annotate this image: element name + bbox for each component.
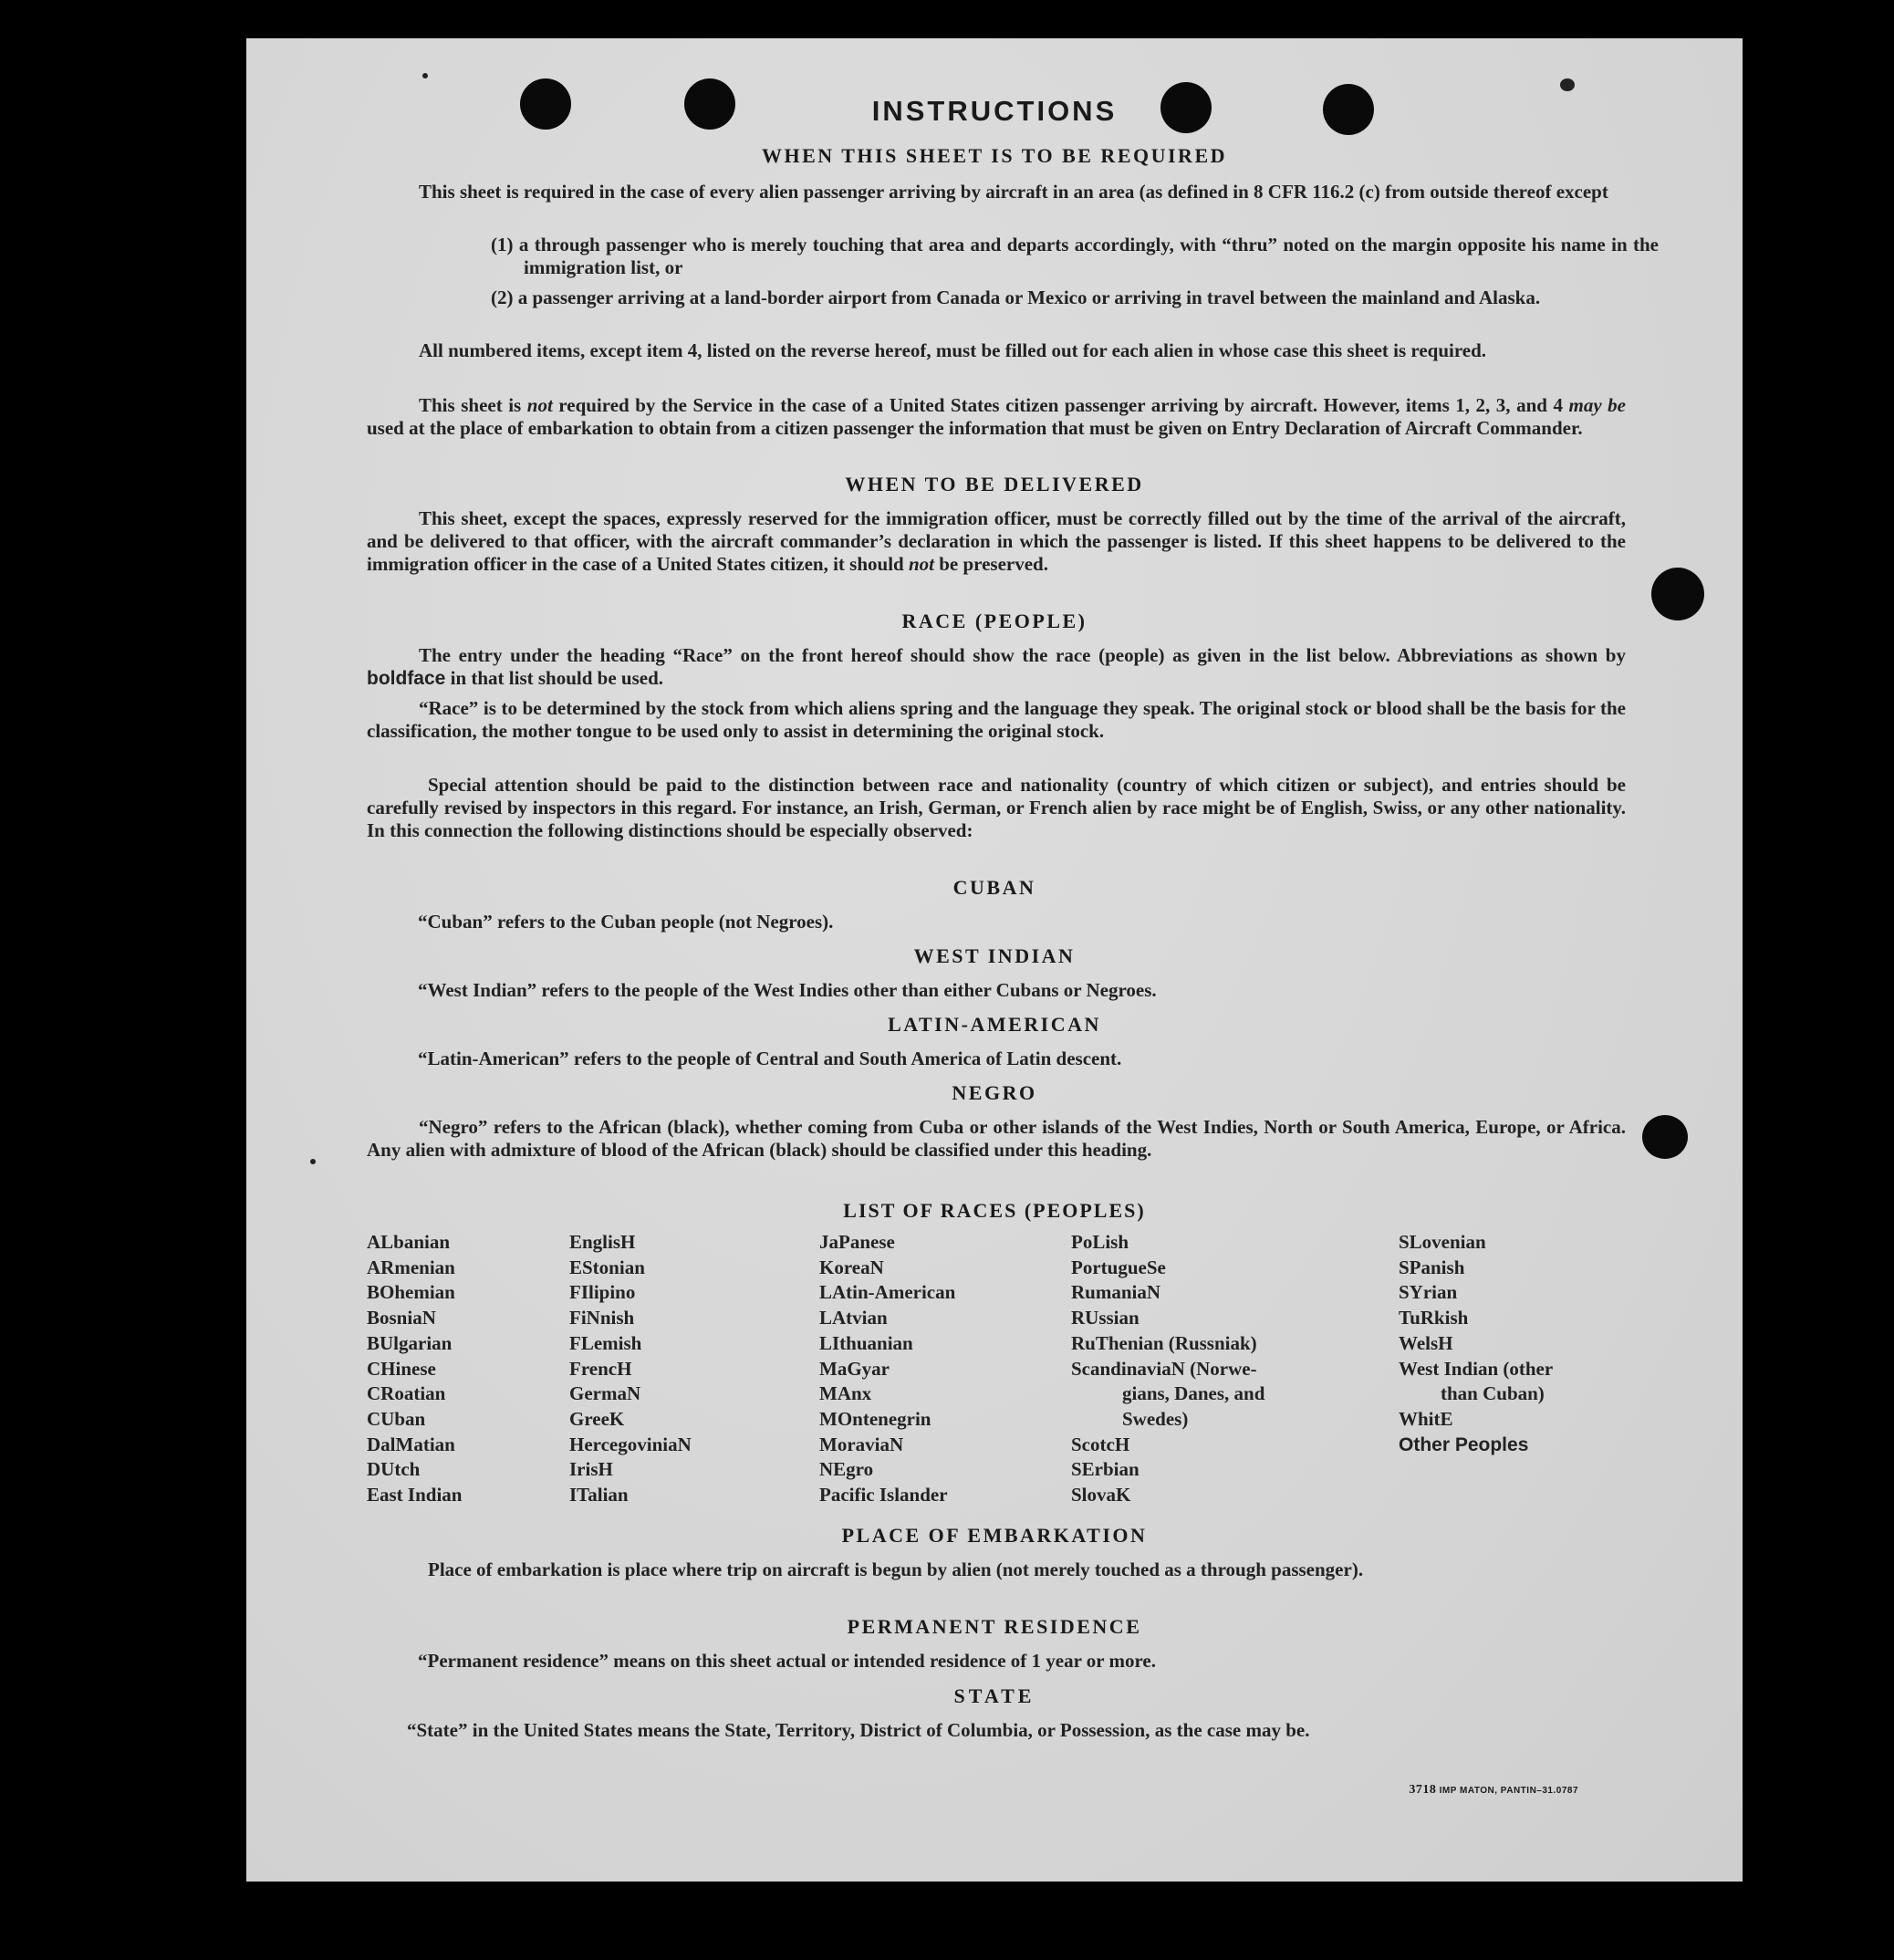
paragraph-text: The entry under the heading “Race” on the front hereof should show the race (people) as given in the list below. Abbreviations as shown by: [419, 644, 1626, 666]
race-entry: BUlgarian: [367, 1331, 453, 1354]
paragraph-text: used at the place of embarkation to obtain from a citizen passenger the information that must be given on Entry Declaration of Aircraft Commander.: [367, 417, 1583, 439]
exception-item-1: [491, 234, 1659, 279]
paragraph-text: (2) a passenger arriving at a land-border airport from Canada or Mexico or arriving in travel between the mainland and Alaska.: [491, 287, 1541, 308]
paragraph: [407, 1719, 1624, 1742]
paragraph: [367, 394, 1626, 440]
ink-speck: [310, 1159, 316, 1164]
boldface-word: boldface: [367, 668, 446, 689]
page-title: INSTRUCTIONS: [871, 95, 1118, 127]
paragraph-text: “Race” is to be determined by the stock from which aliens spring and the language they speak. The original stock or blood shall be the basis for the classification, the mother tongue to be used only to assist in determining the original stock.: [367, 697, 1626, 742]
paragraph-text: “Permanent residence” means on this sheet actual or intended residence of 1 year or more.: [418, 1650, 1156, 1672]
race-column-4: [1071, 1230, 1264, 1508]
race-entry: KoreaN: [819, 1256, 884, 1278]
exception-item-2: [491, 287, 1659, 309]
paragraph: [418, 911, 1604, 933]
race-entry: NEgro: [819, 1458, 874, 1481]
race-entry: DalMatian: [367, 1433, 455, 1455]
heading-when-delivered: WHEN TO BE DELIVERED: [845, 473, 1144, 495]
race-entry: LIthuanian: [819, 1331, 913, 1354]
paragraph: [418, 979, 1604, 1002]
race-entry: Pacific Islander: [819, 1484, 948, 1506]
race-entry: MOntenegrin: [819, 1407, 931, 1430]
punch-hole: [1642, 1115, 1688, 1159]
race-entry: RuThenian (Russniak): [1071, 1331, 1257, 1354]
paragraph-text: in that list should be used.: [445, 667, 664, 689]
race-entry: ScandinaviaN (Norwe-: [1071, 1357, 1257, 1380]
heading-race: RACE (PEOPLE): [901, 610, 1087, 632]
race-entry: JaPanese: [819, 1231, 895, 1253]
race-entry: than Cuban): [1441, 1382, 1545, 1405]
heading-state: STATE: [953, 1684, 1035, 1707]
race-entry: MaGyar: [819, 1357, 890, 1380]
race-entry: IrisH: [569, 1458, 613, 1481]
paragraph-text: (1) a through passenger who is merely touching that area and departs accordingly, with “thru” noted on the margin opposite his name in the immigration list, or: [491, 234, 1659, 278]
paragraph: [367, 774, 1626, 842]
race-entry: PortugueSe: [1071, 1256, 1166, 1278]
race-entry: GreeK: [569, 1407, 625, 1430]
race-column-5: [1399, 1230, 1553, 1457]
race-entry: LAtin-American: [819, 1281, 956, 1304]
race-entry: FIlipino: [569, 1281, 636, 1304]
paragraph-text: “West Indian” refers to the people of the West Indies other than either Cubans or Negroes.: [418, 979, 1157, 1001]
paragraph-text: “Cuban” refers to the Cuban people (not Negroes).: [418, 911, 834, 933]
paragraph-text: required by the Service in the case of a United States citizen passenger arriving by aircraft. However, items 1, 2, 3, and 4: [552, 394, 1569, 416]
race-entry: East Indian: [367, 1484, 463, 1506]
race-entry: SlovaK: [1071, 1484, 1131, 1506]
race-entry: SPanish: [1399, 1256, 1465, 1278]
race-column-3: [819, 1230, 955, 1508]
race-entry: PoLish: [1071, 1231, 1129, 1253]
paragraph-text: Place of embarkation is place where trip on aircraft is begun by alien (not merely touched as a through passenger).: [428, 1559, 1364, 1580]
race-entry: LAtvian: [819, 1307, 888, 1329]
race-entry: SLovenian: [1399, 1231, 1486, 1253]
race-entry: CUban: [367, 1407, 426, 1430]
race-entry: ITalian: [569, 1484, 629, 1506]
heading-place-of-embarkation: PLACE OF EMBARKATION: [841, 1524, 1148, 1547]
paragraph: [367, 339, 1626, 362]
imprint-text: IMP MATON, PANTIN–31.0787: [1439, 1786, 1578, 1796]
paragraph: [367, 181, 1626, 203]
race-entry: SYrian: [1399, 1281, 1458, 1304]
paragraph: [418, 1048, 1604, 1070]
race-entry: Swedes): [1122, 1407, 1189, 1430]
paragraph: [418, 1650, 1624, 1673]
paragraph-text: This sheet is required in the case of every alien passenger arriving by aircraft in an area (as defined in 8 CFR 116.2 (c) from outside thereof except: [419, 181, 1608, 203]
race-entry: BosniaN: [367, 1307, 436, 1329]
paragraph-text: This sheet is: [419, 394, 527, 416]
paragraph: [367, 1116, 1626, 1162]
race-entry: EnglisH: [569, 1231, 636, 1253]
paragraph: [367, 507, 1626, 576]
heading-permanent-residence: PERMANENT RESIDENCE: [847, 1615, 1142, 1638]
emphasis-not: not: [908, 553, 934, 575]
ink-speck: [422, 73, 428, 78]
race-entry: Other Peoples: [1399, 1434, 1529, 1455]
race-entry: GermaN: [569, 1382, 641, 1405]
race-entry: CRoatian: [367, 1382, 446, 1405]
race-entry: BOhemian: [367, 1281, 455, 1304]
race-entry: RUssian: [1071, 1307, 1140, 1329]
race-entry: gians, Danes, and: [1122, 1382, 1265, 1405]
paragraph-text: “Latin-American” refers to the people of Central and South America of Latin descent.: [418, 1048, 1122, 1069]
paragraph-text: This sheet, except the spaces, expressly reserved for the immigration officer, must be correctly filled out by the time of the arrival of the aircraft, and be delivered to that officer, with the aircraft commander’s declaration in which the passenger is listed. If this sheet happens to be delivered to the immigration officer in the case of a United States citizen, it should: [367, 507, 1626, 575]
paragraph-text: All numbered items, except item 4, listed on the reverse hereof, must be filled out for each alien in whose case this sheet is required.: [419, 339, 1487, 361]
heading-negro: NEGRO: [952, 1081, 1037, 1104]
printer-imprint: [1409, 1783, 1578, 1798]
race-entry: MAnx: [819, 1382, 872, 1405]
race-entry: HercegoviniaN: [569, 1433, 692, 1455]
paragraph-text: “State” in the United States means the State, Territory, District of Columbia, or Possession, as the case may be.: [407, 1719, 1310, 1741]
paragraph: [367, 1559, 1624, 1581]
race-entry: FiNnish: [569, 1307, 635, 1329]
race-entry: EStonian: [569, 1256, 645, 1278]
ink-speck: [1560, 78, 1575, 91]
heading-list-of-races: LIST OF RACES (PEOPLES): [843, 1199, 1146, 1222]
race-entry: FrencH: [569, 1357, 632, 1380]
race-entry: FLemish: [569, 1331, 642, 1354]
race-entry: ARmenian: [367, 1256, 455, 1278]
race-entry: ALbanian: [367, 1231, 451, 1253]
race-entry: West Indian (other: [1399, 1357, 1554, 1380]
race-entry: SErbian: [1071, 1458, 1140, 1481]
paragraph-text: be preserved.: [933, 553, 1048, 575]
emphasis-may-be: may be: [1568, 394, 1627, 416]
race-column-2: [569, 1230, 692, 1508]
heading-when-required: WHEN THIS SHEET IS TO BE REQUIRED: [761, 144, 1228, 167]
paragraph-text: Special attention should be paid to the distinction between race and nationality (country of which citizen or subject), and entries should be carefully revised by inspectors in this regard. For instance, an Irish, German, or French alien by race might be of English, Swiss, or any other nationality. In this connection the following distinctions should be especially observed:: [367, 774, 1626, 841]
paragraph: [367, 697, 1626, 743]
heading-west-indian: WEST INDIAN: [913, 944, 1076, 967]
heading-cuban: CUBAN: [952, 876, 1036, 899]
race-entry: CHinese: [367, 1357, 436, 1380]
race-column-1: [367, 1230, 462, 1508]
race-entry: MoraviaN: [819, 1433, 904, 1455]
document-sheet: [246, 38, 1743, 1882]
race-entry: RumaniaN: [1071, 1281, 1161, 1304]
race-entry: DUtch: [367, 1458, 421, 1481]
paragraph-text: “Negro” refers to the African (black), whether coming from Cuba or other islands of the West Indies, North or South America, Europe, or Africa. Any alien with admixture of blood of the African (black) should be classified under this heading.: [367, 1116, 1626, 1161]
form-number: 3718: [1409, 1783, 1437, 1797]
emphasis-not: not: [526, 394, 553, 416]
paragraph: [367, 644, 1626, 690]
race-entry: WhitE: [1399, 1407, 1453, 1430]
race-entry: WelsH: [1399, 1331, 1453, 1354]
heading-latin-american: LATIN-AMERICAN: [888, 1013, 1101, 1036]
race-entry: ScotcH: [1071, 1433, 1130, 1455]
race-entry: TuRkish: [1399, 1307, 1469, 1329]
